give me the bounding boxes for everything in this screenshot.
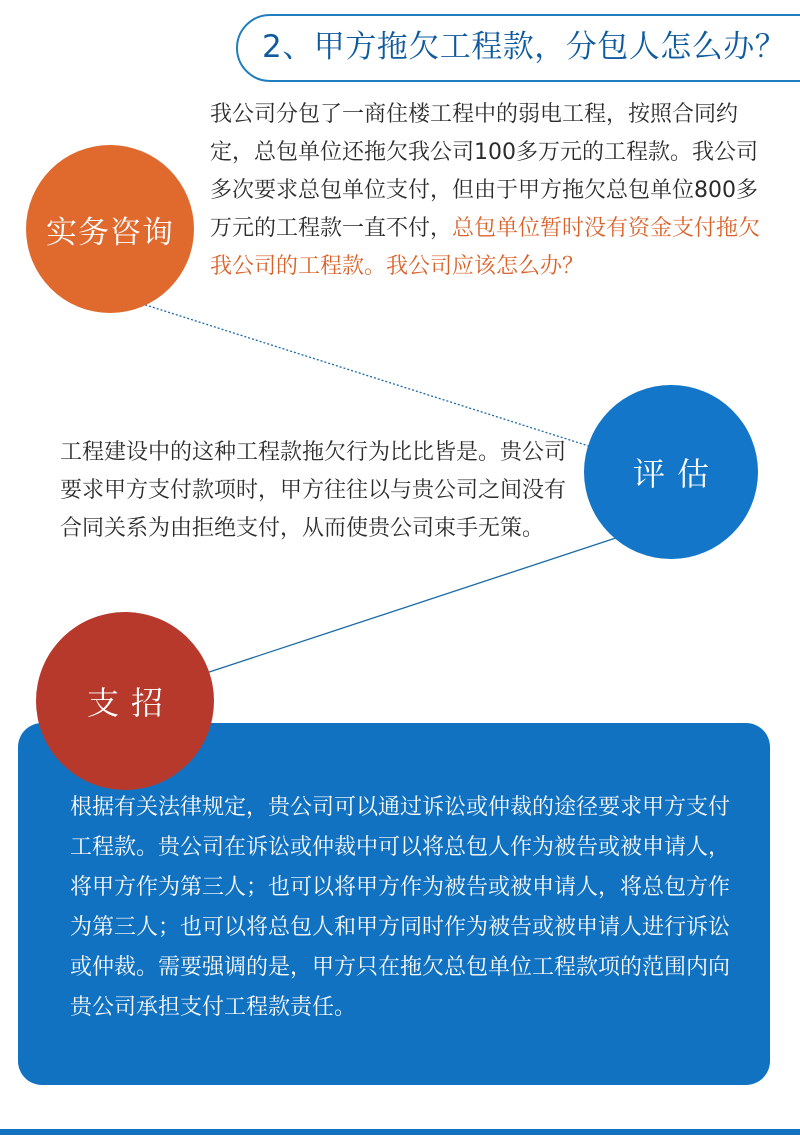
consult-badge-label: 实务咨询	[46, 214, 174, 251]
tips-badge	[36, 612, 214, 790]
assess-text: 工程建设中的这种工程款拖欠行为比比皆是。贵公司要求甲方支付款项时，甲方往往以与贵公司之间没有合同关系为由拒绝支付，从而使贵公司束手无策。	[60, 440, 567, 541]
consult-text: 我公司分包了一商住楼工程中的弱电工程，按照合同约定，总包单位还拖欠我公司100多万元的工程款。我公司多次要求总包单位支付，但由于甲方拖欠总包单位800多万元的工程款一直不付，	[210, 102, 758, 241]
connector-consult-assess	[130, 300, 595, 448]
assess-badge-label: 评估	[632, 455, 721, 493]
consult-question	[210, 96, 770, 286]
assess-badge	[584, 385, 758, 559]
consult-highlight-text: 总包单位暂时没有资金支付拖欠我公司的工程款。我公司应该怎么办？	[210, 216, 761, 279]
connector-assess-tips	[185, 530, 640, 680]
page-title: 2、甲方拖欠工程款，分包人怎么办？	[262, 29, 787, 65]
consult-badge	[26, 145, 194, 313]
tips-badge-label: 支招	[86, 684, 175, 722]
bottom-divider	[0, 1129, 800, 1135]
tips-text: 根据有关法律规定，贵公司可以通过诉讼或仲裁的途径要求甲方支付工程款。贵公司在诉讼或仲裁中可以将总包人作为被告或被申请人，将甲方作为第三人；也可以将甲方作为被告或被申请人，将总包方作为第三人；也可以将总包人和甲方同时作为被告或被申请人进行诉讼或仲裁。需要强调的是，甲方只在拖欠总包单位工程款项的范围内向贵公司承担支付工程款责任。	[70, 795, 731, 1020]
